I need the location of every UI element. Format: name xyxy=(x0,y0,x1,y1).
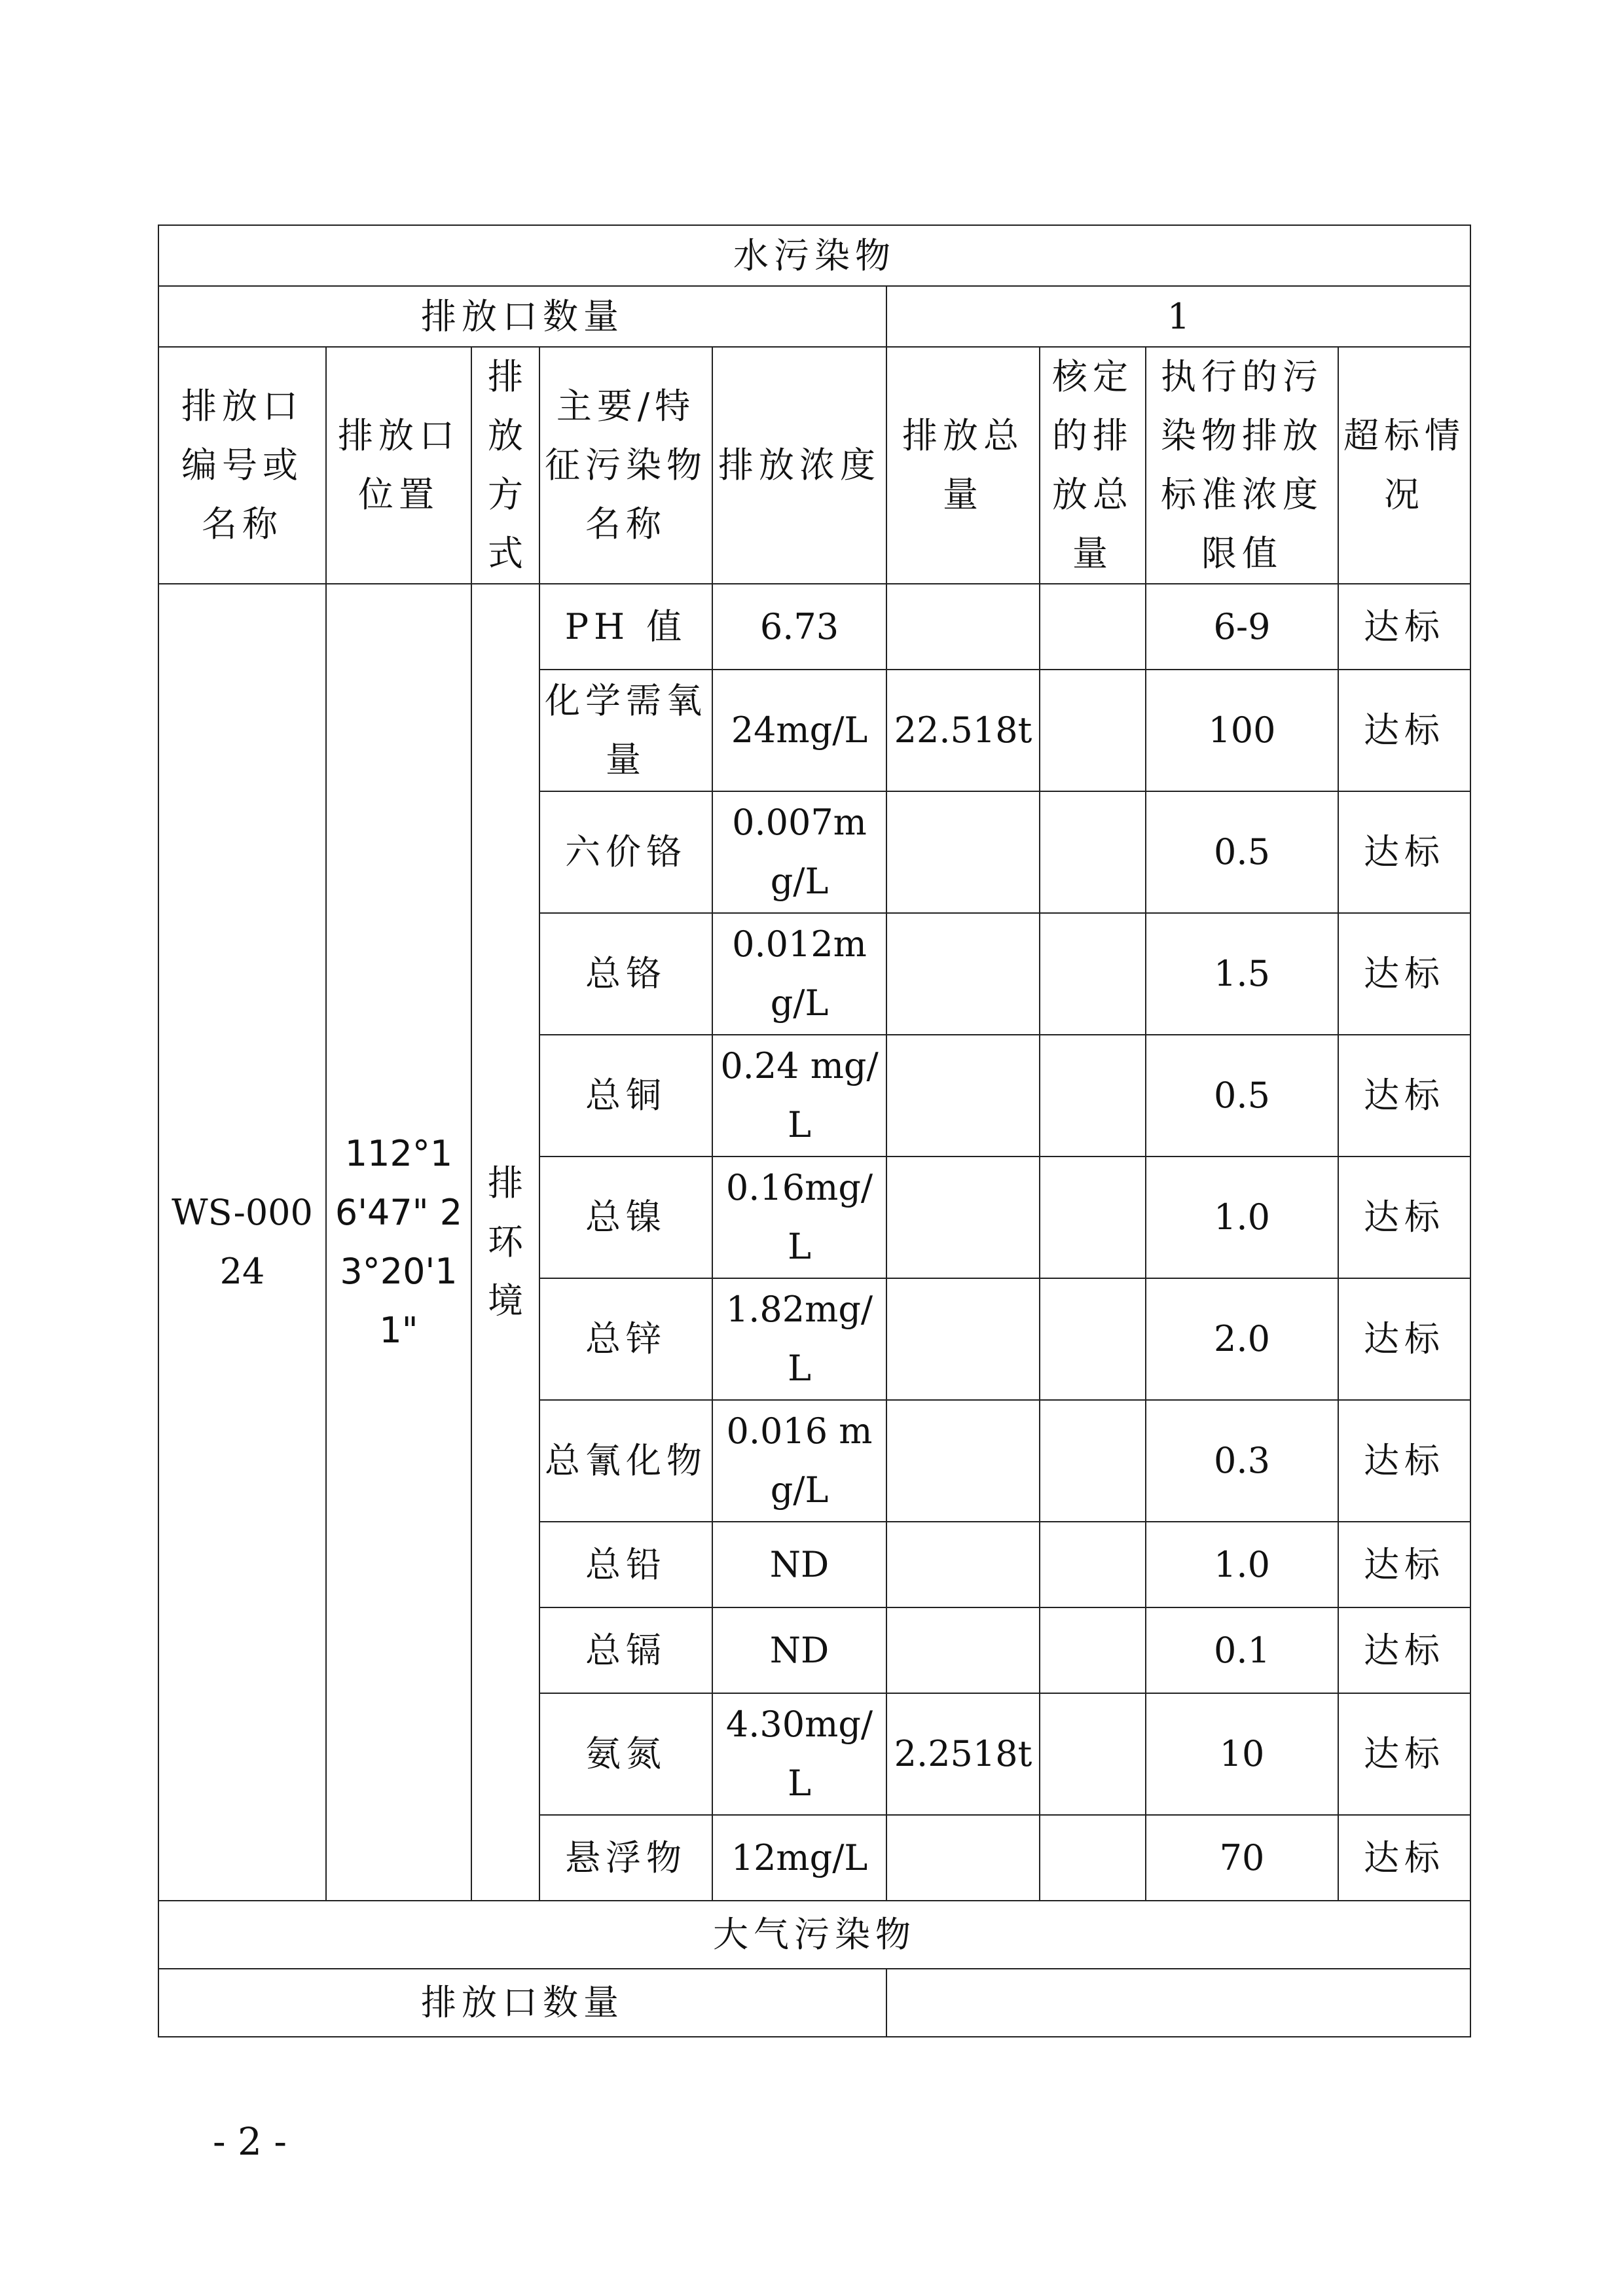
total-discharge xyxy=(886,791,1040,913)
concentration: 0.007mg/L xyxy=(712,791,886,913)
standard-limit: 0.3 xyxy=(1146,1400,1338,1522)
approved-total xyxy=(1040,1278,1146,1400)
pollutant-table xyxy=(158,224,1471,2037)
total-discharge xyxy=(886,1035,1040,1157)
concentration: 0.016 mg/L xyxy=(712,1400,886,1522)
standard-limit: 1.5 xyxy=(1146,913,1338,1035)
exceed-status: 达标 xyxy=(1338,1607,1470,1693)
exceed-status: 达标 xyxy=(1338,1157,1470,1278)
pollutant-name: 氨氮 xyxy=(539,1693,712,1815)
pollutant-name: 总镍 xyxy=(539,1157,712,1278)
header-discharge-mode: 排放方式 xyxy=(471,347,539,584)
exceed-status: 达标 xyxy=(1338,1815,1470,1901)
concentration: ND xyxy=(712,1607,886,1693)
exceed-status: 达标 xyxy=(1338,1035,1470,1157)
pollutant-name: 总铜 xyxy=(539,1035,712,1157)
pollutant-name: PH 值 xyxy=(539,584,712,670)
approved-total xyxy=(1040,1400,1146,1522)
header-total-discharge: 排放总量 xyxy=(886,347,1040,584)
pollutant-name: 化学需氧量 xyxy=(539,670,712,791)
standard-limit: 1.0 xyxy=(1146,1157,1338,1278)
approved-total xyxy=(1040,1607,1146,1693)
exceed-status: 达标 xyxy=(1338,670,1470,791)
pollutant-name: 总铬 xyxy=(539,913,712,1035)
concentration: ND xyxy=(712,1522,886,1607)
approved-total xyxy=(1040,670,1146,791)
standard-limit: 70 xyxy=(1146,1815,1338,1901)
total-discharge xyxy=(886,584,1040,670)
pollutant-name: 总铅 xyxy=(539,1522,712,1607)
standard-limit: 1.0 xyxy=(1146,1522,1338,1607)
approved-total xyxy=(1040,1815,1146,1901)
air-outlet-count-label: 排放口数量 xyxy=(158,1969,886,2037)
header-exceed-status: 超标情况 xyxy=(1338,347,1470,584)
outlet-location-cell: 112°16'47" 23°20'11" xyxy=(326,584,471,1901)
total-discharge xyxy=(886,1278,1040,1400)
exceed-status: 达标 xyxy=(1338,1400,1470,1522)
approved-total xyxy=(1040,1522,1146,1607)
water-section-title: 水污染物 xyxy=(158,225,1470,286)
header-concentration: 排放浓度 xyxy=(712,347,886,584)
total-discharge xyxy=(886,913,1040,1035)
pollutant-name: 悬浮物 xyxy=(539,1815,712,1901)
header-pollutant-name: 主要/特征污染物名称 xyxy=(539,347,712,584)
total-discharge: 22.518t xyxy=(886,670,1040,791)
approved-total xyxy=(1040,1035,1146,1157)
header-outlet-id: 排放口编号或名称 xyxy=(158,347,326,584)
total-discharge xyxy=(886,1815,1040,1901)
approved-total xyxy=(1040,584,1146,670)
exceed-status: 达标 xyxy=(1338,913,1470,1035)
approved-total xyxy=(1040,913,1146,1035)
exceed-status: 达标 xyxy=(1338,584,1470,670)
approved-total xyxy=(1040,1157,1146,1278)
header-outlet-position: 排放口位置 xyxy=(326,347,471,584)
exceed-status: 达标 xyxy=(1338,1278,1470,1400)
standard-limit: 6-9 xyxy=(1146,584,1338,670)
total-discharge: 2.2518t xyxy=(886,1693,1040,1815)
standard-limit: 0.5 xyxy=(1146,1035,1338,1157)
pollutant-name: 总锌 xyxy=(539,1278,712,1400)
air-outlet-count-value xyxy=(886,1969,1470,2037)
water-outlet-count-label: 排放口数量 xyxy=(158,286,886,347)
air-section-title: 大气污染物 xyxy=(158,1901,1470,1969)
standard-limit: 10 xyxy=(1146,1693,1338,1815)
concentration: 0.16mg/L xyxy=(712,1157,886,1278)
approved-total xyxy=(1040,1693,1146,1815)
pollutant-name: 六价铬 xyxy=(539,791,712,913)
total-discharge xyxy=(886,1157,1040,1278)
concentration: 1.82mg/L xyxy=(712,1278,886,1400)
pollutant-name: 总镉 xyxy=(539,1607,712,1693)
exceed-status: 达标 xyxy=(1338,1693,1470,1815)
standard-limit: 0.5 xyxy=(1146,791,1338,913)
concentration: 12mg/L xyxy=(712,1815,886,1901)
total-discharge xyxy=(886,1522,1040,1607)
concentration: 0.24 mg/L xyxy=(712,1035,886,1157)
standard-limit: 0.1 xyxy=(1146,1607,1338,1693)
page-number: - 2 - xyxy=(213,2119,287,2164)
approved-total xyxy=(1040,791,1146,913)
standard-limit: 2.0 xyxy=(1146,1278,1338,1400)
header-standard-limit: 执行的污染物排放标准浓度限值 xyxy=(1146,347,1338,584)
header-approved-total: 核定的排放总量 xyxy=(1040,347,1146,584)
exceed-status: 达标 xyxy=(1338,1522,1470,1607)
concentration: 4.30mg/L xyxy=(712,1693,886,1815)
water-outlet-count-value: 1 xyxy=(886,286,1470,347)
total-discharge xyxy=(886,1400,1040,1522)
total-discharge xyxy=(886,1607,1040,1693)
concentration: 6.73 xyxy=(712,584,886,670)
standard-limit: 100 xyxy=(1146,670,1338,791)
concentration: 0.012mg/L xyxy=(712,913,886,1035)
pollutant-name: 总氰化物 xyxy=(539,1400,712,1522)
discharge-mode-cell: 排环境 xyxy=(471,584,539,1901)
exceed-status: 达标 xyxy=(1338,791,1470,913)
concentration: 24mg/L xyxy=(712,670,886,791)
outlet-id-cell: WS-00024 xyxy=(158,584,326,1901)
